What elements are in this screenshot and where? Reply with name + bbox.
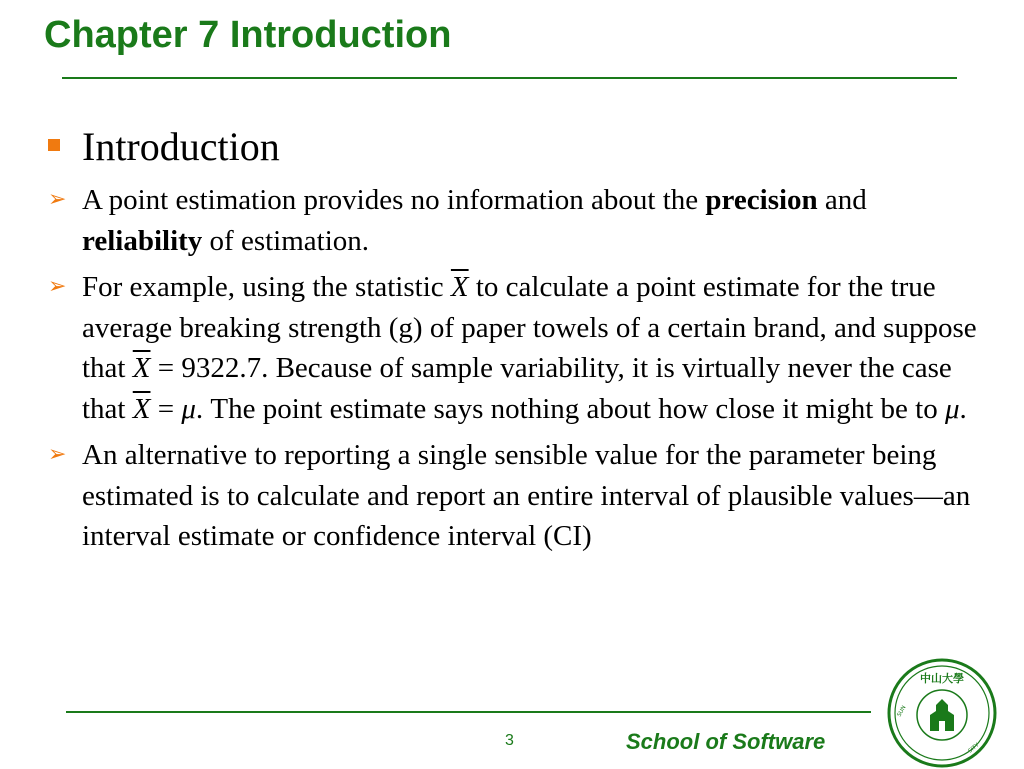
- svg-text:SUN: SUN: [896, 704, 908, 718]
- p3-text: An alternative to reporting a single sensible value for the parameter being estimated is to calculate and report an entire interval of plausible values—an interval estimate or confidence interval (CI): [82, 439, 971, 552]
- svg-text:SITY: SITY: [967, 742, 981, 755]
- university-seal-logo: [886, 657, 998, 769]
- footer-divider: [66, 711, 871, 713]
- slide-content: [48, 120, 988, 557]
- title-divider: [62, 77, 957, 79]
- p1-text-a: A point estimation provides no information about the: [82, 184, 706, 216]
- arrowhead-bullet-icon: ➢: [48, 442, 67, 467]
- slide-title: Chapter 7 Introduction: [44, 14, 452, 56]
- footer-school-name: School of Software: [626, 729, 826, 754]
- p2-equals: =: [150, 392, 182, 425]
- x-bar-symbol: $\overline{X}$: [132, 392, 151, 425]
- mu-symbol: μ: [944, 392, 960, 425]
- x-bar-symbol: $\overline{X}$: [450, 271, 469, 303]
- bullet-point-3: [48, 435, 988, 557]
- p1-reliability: reliability: [82, 224, 203, 257]
- p2-text-a: For example, using the statistic: [82, 271, 451, 303]
- p2-text-b: to calculate a point estimate for the true average breaking strength (g) of paper towels of a certain brand, and suppose that: [82, 271, 977, 384]
- page-number: 3: [505, 732, 514, 749]
- section-heading: [48, 120, 988, 174]
- square-bullet-icon: [48, 139, 60, 151]
- bullet-point-1: [48, 180, 988, 261]
- p1-precision: precision: [705, 184, 818, 216]
- bullet-point-2: [48, 267, 988, 429]
- arrowhead-bullet-icon: ➢: [48, 187, 67, 212]
- svg-text:中山大學: 中山大學: [920, 672, 964, 685]
- p1-and: and: [817, 184, 867, 216]
- arrowhead-bullet-icon: ➢: [48, 274, 67, 299]
- p2-text-d: . The point estimate says nothing about how close it might be to: [195, 392, 945, 425]
- p1-text-b: of estimation.: [202, 224, 370, 257]
- mu-symbol: μ: [181, 392, 196, 425]
- section-heading-text: Introduction: [82, 124, 280, 169]
- x-bar-symbol: $\overline{X}$: [132, 352, 151, 384]
- p2-period: .: [959, 392, 967, 425]
- p2-text-c: = 9322.7. Because of sample variability, it is virtually never the case that: [82, 352, 952, 425]
